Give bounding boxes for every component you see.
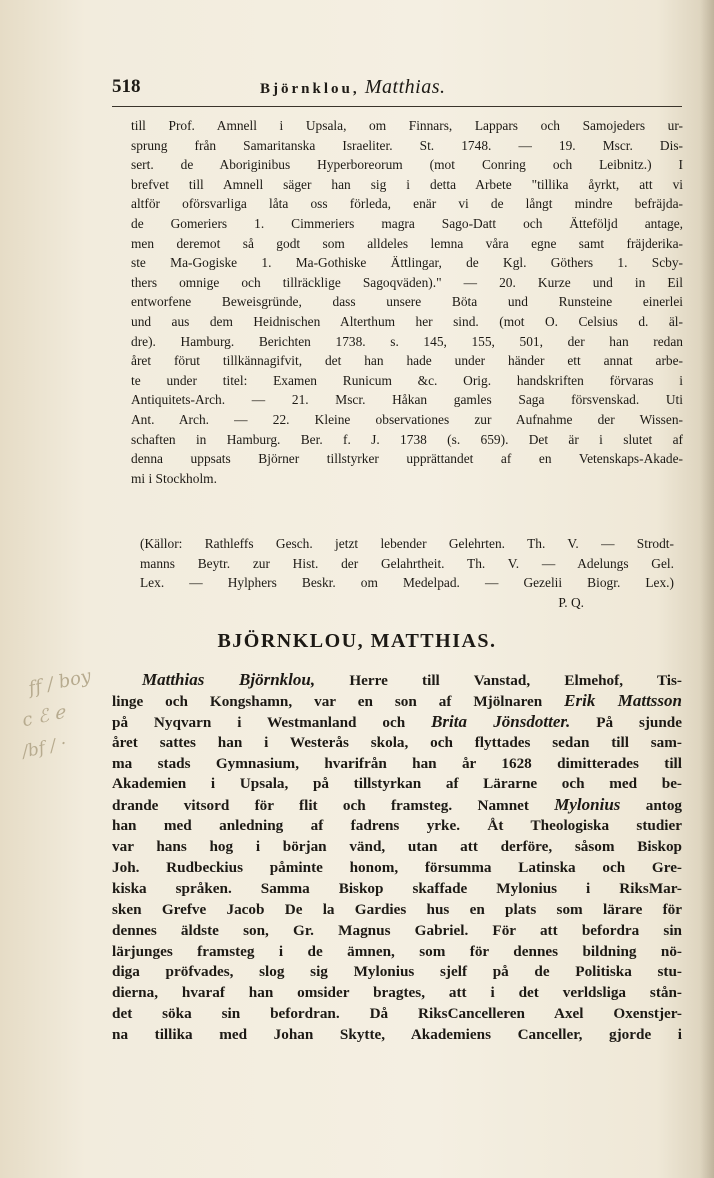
header-rule <box>112 106 682 107</box>
text-line: Ant. Arch. — 22. Kleine observationes zur Aufnahme der Wissen- <box>131 411 683 427</box>
text-line: året sattes han i Westerås skola, och flyttades sedan till sam- <box>112 733 682 751</box>
text-line: ste Ma-Gogiske 1. Ma-Gothiske Ättlingar, de Kgl. Göthers 1. Scby- <box>131 255 683 271</box>
text-line: thers omnige och tillräcklige Sagoqväden)." — 20. Kurze und in Eil <box>131 274 683 290</box>
text-line: denna uppsats Björner tillstyrker upprättandet af en Vetenskaps-Akade- <box>131 451 683 467</box>
running-head-italic: Matthias. <box>364 76 446 98</box>
text-line: linge och Kongshamn, var en son af Mjölnaren Erik Mattsson <box>112 690 682 710</box>
text-line: Akademien i Upsala, på tillstyrkan af Lärarne och med be- <box>112 775 682 793</box>
text-line: drande vitsord för flit och framsteg. Namnet Mylonius antog <box>112 795 683 815</box>
text-line: lärjunges framsteg i de ämnen, som för dennes bildning nö- <box>112 942 682 960</box>
text-line: året förut tillkännagifvit, det han hade under händer ett annat arbe- <box>131 353 683 369</box>
bleed-through-mark: 𝑓𝑓 / 𝑏𝑜𝑦 <box>26 665 93 700</box>
text-line: ma stads Gymnasium, hvarifrån han år 1628 dimitterades till <box>112 754 682 772</box>
text-line: till Prof. Amnell i Upsala, om Finnars, Lappars och Samojeders ur- <box>131 118 683 133</box>
sources-block <box>140 534 674 612</box>
text-line: han med anledning af fadrens yrke. Åt Theologiska studier <box>112 817 682 835</box>
sources-line: (Källor: Rathleffs Gesch. jetzt lebender Gelehrten. Th. V. — Strodt- <box>140 536 674 551</box>
previous-entry-text <box>131 116 683 488</box>
text-line: det söka sin befordran. Då RiksCancelleren Axel Oxenstjer- <box>112 1005 682 1023</box>
bleed-through-mark: 𝑐 ℰ ℯ <box>20 701 67 732</box>
sources-line: manns Beytr. zur Hist. der Gelahrtheit. Th. V. — Adelungs Gel. <box>140 555 674 571</box>
text-line: schaften in Hamburg. Ber. f. J. 1738 (s. 659). Det är i slutet af <box>131 431 683 447</box>
text-line: diga pröfvades, slog sig Mylonius sjelf på de Politiska stu- <box>112 963 682 981</box>
text-line: te under titel: Examen Runicum &c. Orig. handskriften förvaras i <box>131 372 683 388</box>
text-line: und aus dem Heidnischen Alterthum her sind. (mot O. Celsius d. äl- <box>131 313 683 329</box>
text-line: na tillika med Johan Skytte, Akademiens Canceller, gjorde i <box>112 1026 682 1044</box>
text-line: dierna, hvaraf han omsider bragtes, att i det verldsliga stån- <box>112 984 682 1002</box>
bleed-through-mark: /𝑏𝑓 / · <box>20 733 69 763</box>
person-name: Erik Mattsson <box>564 690 682 710</box>
text-line: men deremot så godt som alldeles lemna våra egne samt fräjderika- <box>131 235 683 251</box>
running-head <box>260 76 445 99</box>
text-line: sert. de Aboriginibus Hyperboreorum (mot Conring och Leibnitz.) I <box>131 157 683 173</box>
text-line: sprung från Samaritanska Israeliter. St. 1748. — 19. Mscr. Dis- <box>131 137 683 153</box>
text-line: på Nyqvarn i Westmanland och Brita Jönsdotter. På sjunde <box>112 711 682 731</box>
text-line: altför oförsvarliga låta oss förleda, enär vi de långt mindre befräjda- <box>131 196 683 212</box>
sources-line: Lex. — Hylphers Beskr. om Medelpad. — Gezelii Biogr. Lex.) <box>140 575 674 591</box>
person-name: Brita Jönsdotter. <box>431 711 571 731</box>
author-signature: P. Q. <box>558 594 584 610</box>
text-line: sken Grefve Jacob De la Gardies hus en plats som lärare för <box>112 900 682 918</box>
text-line: de Gomeriers 1. Cimmeriers magra Sago-Datt och Ätteföljd antage, <box>131 215 683 231</box>
entry-title: BJÖRNKLOU, MATTHIAS. <box>217 630 497 652</box>
entry-body <box>112 670 682 1046</box>
text-line: Matthias Björnklou, Herre till Vanstad, Elmehof, Tis- <box>142 670 682 689</box>
page-number: 518 <box>112 76 141 97</box>
page-edge-shadow <box>700 0 714 1178</box>
text-line: Antiquitets-Arch. — 21. Mscr. Håkan gamles Saga försvenskad. Uti <box>131 392 683 408</box>
text-line: var hans hog i början vänd, utan att derföre, såsom Biskop <box>112 838 682 856</box>
text-line: brefvet till Amnell säger han sig i detta Arbete "tillika åyrkt, att vi <box>131 176 683 192</box>
page-header <box>112 76 672 104</box>
text-line: Joh. Rudbeckius påminte honom, försumma Latinska och Gre- <box>112 859 682 877</box>
person-name: Mylonius <box>554 795 621 815</box>
running-head-name: Björnklou, <box>260 81 360 97</box>
text-line: dre). Hamburg. Berichten 1738. s. 145, 155, 501, der han redan <box>131 333 683 349</box>
text-line: entworfene Beweisgründe, dass unsere Böta und Runsteine einerlei <box>131 294 683 310</box>
person-name: Matthias Björnklou, <box>142 670 316 689</box>
text-line: dennes äldste son, Gr. Magnus Gabriel. För att befordra sin <box>112 921 682 939</box>
text-line: kiska språken. Samma Biskop skaffade Mylonius i RiksMar- <box>112 879 682 897</box>
text-line: mi i Stockholm. <box>131 470 217 486</box>
